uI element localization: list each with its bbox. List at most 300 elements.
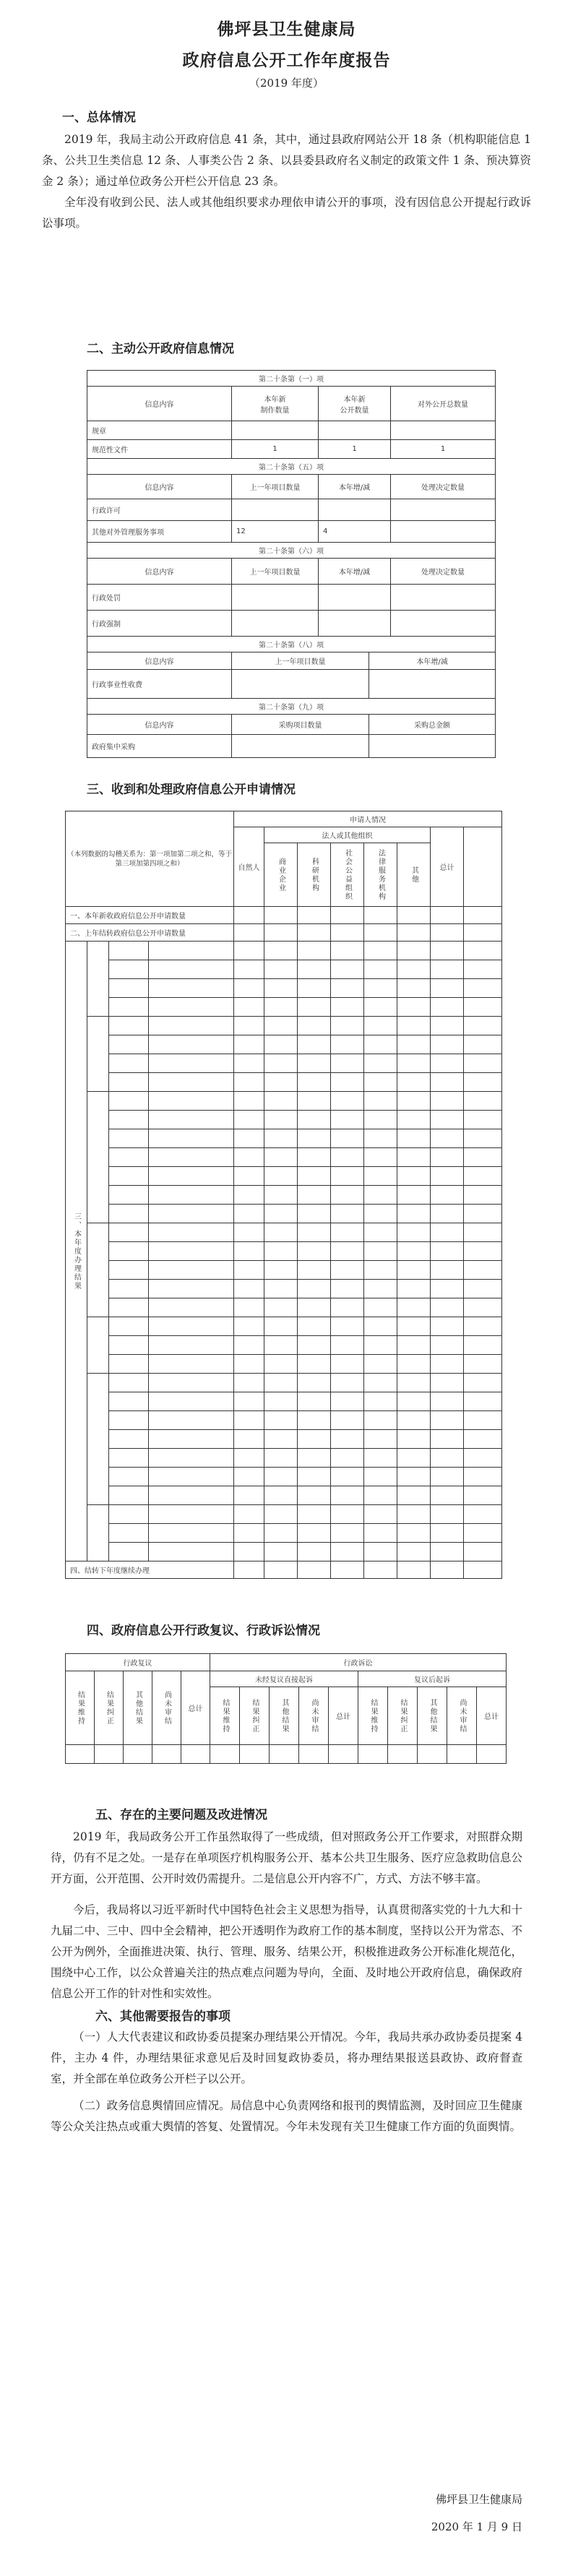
table-cell — [431, 1505, 464, 1524]
table-row — [66, 1561, 502, 1579]
table-cell — [264, 1524, 298, 1543]
table-row — [66, 1111, 502, 1129]
section-1-paragraph-1: 2019 年，我局主动公开政府信息 41 条，其中，通过县政府网站公开 18 条（机构职能信息 1 条、公共卫生类信息 12 条、人事类公告 2 条、以县委县政府名义制定的政策文件 1 条、预决算资金 2 条）；通过单位政务公开栏公开信息 23 条。 — [42, 133, 531, 188]
table-cell — [331, 1392, 364, 1411]
table-cell — [331, 1543, 364, 1561]
table-cell — [264, 1543, 298, 1561]
table-cell — [397, 1430, 431, 1449]
table-cell — [331, 1468, 364, 1486]
result-item-cell — [149, 1524, 234, 1543]
section-6-paragraph-2: （二）政务信息舆情回应情况。局信息中心负责网络和报刊的舆情监测，及时回应卫生健康等公众关注热点或重大舆情的答复、处置情况。今年未发现有关卫生健康工作方面的负面舆情。 — [51, 2099, 522, 2133]
table-cell — [477, 1745, 507, 1764]
proactive-disclosure-tables — [87, 370, 496, 758]
table-cell — [234, 1017, 264, 1035]
table-cell — [397, 1468, 431, 1486]
table-cell — [331, 1317, 364, 1336]
table-cell — [397, 1223, 431, 1242]
table-cell — [369, 670, 496, 699]
result-category-cell — [87, 1374, 109, 1505]
table-cell — [397, 979, 431, 998]
table-cell — [264, 1035, 298, 1054]
table-cell — [234, 942, 264, 960]
table-cell — [240, 1745, 270, 1764]
section-issues-and-others — [51, 1804, 522, 2137]
result-category-cell — [87, 1317, 109, 1374]
table-cell — [397, 1205, 431, 1223]
signature-org: 佛坪县卫生健康局 — [435, 2493, 522, 2506]
section-6-heading: 六、其他需要报告的事项 — [95, 2009, 231, 2024]
table-cell — [264, 1449, 298, 1468]
table-cell — [464, 1205, 502, 1223]
table-cell — [298, 1261, 331, 1280]
org-header — [397, 843, 431, 907]
table-cell — [464, 1280, 502, 1298]
table-row — [66, 1054, 502, 1073]
table-cell — [234, 1167, 264, 1186]
table-cell — [364, 924, 397, 942]
column-header — [270, 1687, 299, 1745]
table-cell: 4 — [319, 521, 391, 543]
table-cell — [331, 942, 364, 960]
result-subcategory-cell — [109, 1111, 149, 1129]
result-subcategory-cell — [109, 1186, 149, 1205]
table-cell — [234, 1054, 264, 1073]
table-cell — [234, 1486, 264, 1505]
table-cell — [431, 1486, 464, 1505]
table-cell — [388, 1745, 418, 1764]
column-header — [299, 1687, 329, 1745]
table-cell — [264, 1261, 298, 1280]
result-subcategory-cell — [109, 1468, 149, 1486]
table-cell — [431, 1468, 464, 1486]
table-cell — [264, 1223, 298, 1242]
table-cell — [418, 1745, 447, 1764]
result-subcategory-cell — [109, 1148, 149, 1167]
result-subcategory-cell — [109, 1298, 149, 1317]
table-cell — [232, 735, 369, 758]
result-item-cell — [149, 1336, 234, 1355]
column-header: 本年新 公开数量 — [319, 387, 391, 421]
table-cell — [431, 1561, 464, 1579]
column-header: 信息内容 — [87, 559, 232, 585]
table-cell — [210, 1745, 240, 1764]
table-cell — [364, 979, 397, 998]
table-cell — [331, 1223, 364, 1242]
table-cell — [431, 1148, 464, 1167]
table-cell — [319, 421, 391, 440]
column-header: 处理决定数量 — [391, 475, 496, 499]
table-cell — [234, 1411, 264, 1430]
column-label: 尚未审结 — [458, 1698, 466, 1733]
table-cell — [331, 1505, 364, 1524]
result-subcategory-cell — [109, 1336, 149, 1355]
table-cell — [234, 1148, 264, 1167]
table-cell — [431, 1092, 464, 1111]
table-row — [66, 1073, 502, 1092]
table-cell — [397, 1486, 431, 1505]
table-row — [66, 1543, 502, 1561]
result-item-cell — [149, 998, 234, 1017]
report-title-org: 佛坪县卫生健康局 — [217, 20, 356, 39]
table-cell — [397, 960, 431, 979]
table-cell — [397, 1543, 431, 1561]
table-cell — [298, 1148, 331, 1167]
table-cell — [234, 1261, 264, 1280]
table-cell — [331, 1336, 364, 1355]
table-cell — [234, 1374, 264, 1392]
table-cell — [391, 611, 496, 637]
table-cell — [298, 1280, 331, 1298]
blank-cell — [464, 827, 502, 907]
table-row — [66, 1223, 502, 1242]
table-cell — [234, 960, 264, 979]
column-label: 结果纠正 — [105, 1690, 113, 1726]
row-label-text: 三、本年度办理结果 — [72, 1212, 81, 1291]
table-cell — [331, 1374, 364, 1392]
table-row — [66, 1524, 502, 1543]
table-cell — [464, 1017, 502, 1035]
table-cell — [431, 1543, 464, 1561]
legal-person-header: 法人或其他组织 — [264, 827, 431, 843]
signature-date: 2020 年 1 月 9 日 — [431, 2520, 522, 2533]
table-cell — [364, 1317, 397, 1336]
table-cell — [464, 1355, 502, 1374]
column-label: 尚未审结 — [310, 1698, 318, 1733]
result-item-cell — [149, 1317, 234, 1336]
table-cell — [264, 1205, 298, 1223]
table-cell — [464, 998, 502, 1017]
column-header — [240, 1687, 270, 1745]
table-cell — [234, 924, 264, 942]
table-item-1 — [87, 370, 496, 459]
table-cell — [298, 924, 331, 942]
table-cell — [331, 1561, 364, 1579]
table-cell — [234, 1242, 264, 1261]
table-cell — [319, 611, 391, 637]
org-header — [264, 843, 298, 907]
table-cell — [431, 1374, 464, 1392]
table-cell — [464, 1035, 502, 1054]
table-cell — [397, 1017, 431, 1035]
column-label: 其他结果 — [428, 1698, 436, 1733]
result-subcategory-cell — [109, 1280, 149, 1298]
table-cell — [397, 1449, 431, 1468]
table-cell — [264, 942, 298, 960]
table-cell: 其他对外管理服务事项 — [87, 521, 232, 543]
table-cell — [464, 1261, 502, 1280]
table-cell — [264, 998, 298, 1017]
table-cell — [431, 942, 464, 960]
review-litigation-table — [65, 1653, 507, 1764]
table-cell — [464, 1468, 502, 1486]
table-cell — [464, 1092, 502, 1111]
table-cell — [264, 1242, 298, 1261]
column-header: 上一年项目数量 — [232, 652, 369, 670]
table-cell — [264, 924, 298, 942]
result-item-cell — [149, 1505, 234, 1524]
table-cell — [464, 1186, 502, 1205]
row-label-new: 一、本年新收政府信息公开申请数量 — [66, 907, 234, 924]
table-cell — [464, 1524, 502, 1543]
table-cell — [397, 1035, 431, 1054]
table-cell — [298, 1054, 331, 1073]
table-cell — [397, 907, 431, 924]
table-cell — [464, 979, 502, 998]
table-cell — [234, 1317, 264, 1336]
result-subcategory-cell — [109, 1261, 149, 1280]
table-cell — [397, 1411, 431, 1430]
table-cell — [364, 1223, 397, 1242]
column-header: 总计 — [477, 1687, 507, 1745]
result-subcategory-cell — [109, 1167, 149, 1186]
column-header: 信息内容 — [87, 652, 232, 670]
table-cell — [234, 1449, 264, 1468]
table-cell — [298, 1205, 331, 1223]
table-cell — [270, 1745, 299, 1764]
table-row — [66, 1280, 502, 1298]
table-cell — [234, 1129, 264, 1148]
table-cell — [397, 1355, 431, 1374]
table-cell — [364, 1355, 397, 1374]
table-cell — [397, 1317, 431, 1336]
table-cell — [431, 1336, 464, 1355]
table-cell — [431, 1017, 464, 1035]
table-cell — [298, 1223, 331, 1242]
table-cell: 行政许可 — [87, 499, 232, 521]
table-cell — [331, 1017, 364, 1035]
table-row — [66, 1411, 502, 1430]
table-item-8 — [87, 636, 496, 699]
table-cell — [364, 1411, 397, 1430]
section-4-heading: 四、政府信息公开行政复议、行政诉讼情况 — [87, 1624, 320, 1638]
table-cell — [298, 960, 331, 979]
table-cell — [66, 1745, 95, 1764]
table-cell — [264, 1392, 298, 1411]
table-cell — [364, 1486, 397, 1505]
table-cell — [152, 1745, 181, 1764]
table-cell — [264, 1017, 298, 1035]
table-cell — [464, 960, 502, 979]
table-cell — [397, 998, 431, 1017]
table-row — [66, 1355, 502, 1374]
table-cell — [298, 1543, 331, 1561]
table-cell — [364, 1298, 397, 1317]
table-cell — [331, 1167, 364, 1186]
table-cell — [331, 1092, 364, 1111]
applicant-header: 申请人情况 — [234, 811, 502, 827]
result-subcategory-cell — [109, 1317, 149, 1336]
table-cell — [298, 942, 331, 960]
result-subcategory-cell — [109, 1035, 149, 1054]
table-cell — [331, 1449, 364, 1468]
table-cell: 规范性文件 — [87, 440, 232, 459]
column-label: 结果纠正 — [399, 1698, 407, 1733]
table-cell — [431, 1186, 464, 1205]
result-item-cell — [149, 1186, 234, 1205]
result-subcategory-cell — [109, 1205, 149, 1223]
table-cell — [264, 1355, 298, 1374]
column-header: 采购项目数量 — [232, 715, 369, 735]
table-cell — [431, 1355, 464, 1374]
result-item-cell — [149, 979, 234, 998]
result-item-cell — [149, 1392, 234, 1411]
table-cell — [431, 1430, 464, 1449]
table-cell — [298, 998, 331, 1017]
table-cell — [464, 1054, 502, 1073]
table-cell — [298, 1524, 331, 1543]
table-cell — [234, 1298, 264, 1317]
row-label-carry-forward: 四、结转下年度继续办理 — [66, 1561, 234, 1579]
table-cell — [331, 1280, 364, 1298]
org-header — [364, 843, 397, 907]
result-item-cell — [149, 1129, 234, 1148]
table-row — [66, 1167, 502, 1186]
table-row — [66, 960, 502, 979]
table-cell — [234, 1223, 264, 1242]
table-cell — [431, 1223, 464, 1242]
table-cell — [431, 1073, 464, 1092]
result-subcategory-cell — [109, 1073, 149, 1092]
table-cell — [391, 585, 496, 611]
table-row — [66, 1392, 502, 1411]
table-cell — [331, 1129, 364, 1148]
table-cell — [331, 1486, 364, 1505]
table-cell — [264, 1411, 298, 1430]
result-subcategory-cell — [109, 1054, 149, 1073]
table-cell: 12 — [232, 521, 319, 543]
table-cell — [431, 1129, 464, 1148]
table-cell — [431, 1261, 464, 1280]
table-cell — [331, 1242, 364, 1261]
table-cell — [264, 1167, 298, 1186]
table-cell — [298, 1374, 331, 1392]
column-label: 其他结果 — [280, 1698, 288, 1733]
column-header — [447, 1687, 477, 1745]
table-cell — [464, 1336, 502, 1355]
table-cell — [181, 1745, 210, 1764]
column-header: 信息内容 — [87, 715, 232, 735]
table-cell — [298, 1186, 331, 1205]
table-cell — [364, 1148, 397, 1167]
table-cell — [232, 499, 319, 521]
table-row — [66, 998, 502, 1017]
table-cell — [298, 1355, 331, 1374]
result-subcategory-cell — [109, 1543, 149, 1561]
table-caption: 第二十条第（八）项 — [87, 637, 496, 652]
table-cell — [464, 1449, 502, 1468]
table-cell — [464, 1223, 502, 1242]
table-cell — [298, 1167, 331, 1186]
table-cell — [331, 1524, 364, 1543]
table-cell — [364, 907, 397, 924]
table-cell — [397, 1111, 431, 1129]
table-row — [66, 1242, 502, 1261]
table-cell — [464, 1148, 502, 1167]
table-cell — [364, 1261, 397, 1280]
column-header: 对外公开总数量 — [391, 387, 496, 421]
column-header: 信息内容 — [87, 387, 232, 421]
table-cell — [234, 1111, 264, 1129]
table-corner-note: （本列数据的勾稽关系为：第一项加第二项之和，等于第三项加第四项之和） — [66, 811, 234, 907]
table-cell — [431, 1449, 464, 1468]
table-cell — [397, 1561, 431, 1579]
result-item-cell — [149, 1223, 234, 1242]
column-header — [358, 1687, 388, 1745]
table-cell — [331, 1261, 364, 1280]
row-label-carryover: 二、上年结转政府信息公开申请数量 — [66, 924, 234, 942]
not-reviewed-header: 未经复议直接起诉 — [210, 1671, 358, 1687]
table-cell — [464, 1561, 502, 1579]
report-title: 政府信息公开工作年度报告 — [182, 51, 391, 70]
table-cell — [397, 1261, 431, 1280]
result-item-cell — [149, 1092, 234, 1111]
table-cell — [264, 1336, 298, 1355]
table-cell — [464, 1111, 502, 1129]
table-cell — [391, 499, 496, 521]
table-cell — [234, 1092, 264, 1111]
org-label: 社会公益组织 — [343, 848, 352, 901]
column-header: 总计 — [181, 1671, 210, 1745]
result-category-cell — [87, 1505, 109, 1561]
table-cell — [298, 1430, 331, 1449]
table-cell — [397, 1186, 431, 1205]
table-cell — [431, 1035, 464, 1054]
table-cell — [464, 1411, 502, 1430]
result-item-cell — [149, 1543, 234, 1561]
result-category-cell — [87, 1017, 109, 1092]
section-5-paragraph-1: 2019 年，我局政务公开工作虽然取得了一些成绩，但对照政务公开工作要求，对照群众期待，仍有不足之处。一是存在单项医疗机构服务公开、基本公共卫生服务、医疗应急救助信息公开方面，公开范围、公开时效仍需提升。二是信息公开内容不广，方式、方法不够丰富。 — [51, 1830, 522, 1885]
table-cell — [397, 1392, 431, 1411]
table-cell — [331, 1355, 364, 1374]
table-cell — [329, 1745, 358, 1764]
table-cell — [464, 1430, 502, 1449]
result-subcategory-cell — [109, 1486, 149, 1505]
table-cell — [234, 1355, 264, 1374]
table-cell — [264, 1317, 298, 1336]
column-header: 上一年项目数量 — [232, 559, 319, 585]
table-cell — [364, 942, 397, 960]
result-subcategory-cell — [109, 942, 149, 960]
result-category-cell — [87, 942, 109, 1017]
table-cell — [364, 1092, 397, 1111]
application-table — [65, 811, 502, 1579]
table-cell — [298, 979, 331, 998]
column-header — [152, 1671, 181, 1745]
table-cell: 规章 — [87, 421, 232, 440]
section-1-heading: 一、总体情况 — [62, 111, 136, 125]
table-cell — [331, 1073, 364, 1092]
table-item-6 — [87, 542, 496, 637]
result-subcategory-cell — [109, 1392, 149, 1411]
result-item-cell — [149, 942, 234, 960]
table-cell — [464, 1486, 502, 1505]
section-2-heading: 二、主动公开政府信息情况 — [87, 342, 234, 356]
column-header — [210, 1687, 240, 1745]
table-cell — [331, 1430, 364, 1449]
column-header: 本年增/减 — [369, 652, 496, 670]
table-cell — [331, 960, 364, 979]
table-cell — [234, 1543, 264, 1561]
table-cell — [234, 1205, 264, 1223]
org-label: 科研机构 — [310, 857, 319, 892]
table-cell — [364, 1242, 397, 1261]
table-cell — [234, 1073, 264, 1092]
table-cell: 行政事业性收费 — [87, 670, 232, 699]
table-row — [66, 979, 502, 998]
table-row — [66, 942, 502, 960]
result-item-cell — [149, 1486, 234, 1505]
table-cell — [234, 998, 264, 1017]
